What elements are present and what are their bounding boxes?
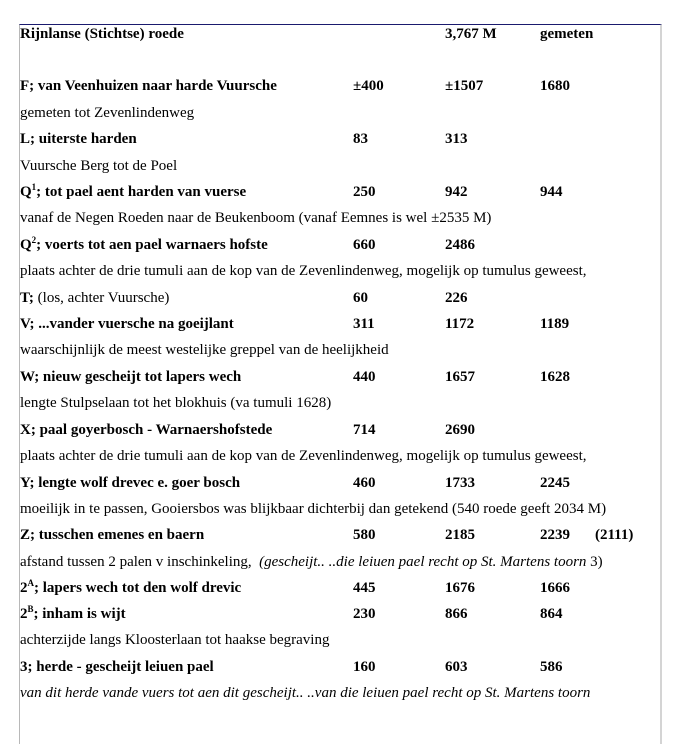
row-roede: 311: [353, 316, 375, 332]
row-label: [20, 314, 234, 334]
row-roede: ±400: [353, 78, 384, 94]
row-note-text: afstand tussen 2 palen v inschinkeling,: [20, 554, 252, 570]
row-roede: 445: [353, 580, 376, 596]
row-note: gemeten tot Zevenlindenweg: [20, 105, 195, 121]
row-text: ; ...vander vuersche na goeijlant: [29, 316, 234, 332]
table-row: [0, 288, 681, 308]
row-text: ; van Veenhuizen naar harde Vuursche: [29, 78, 277, 94]
row-prefix: Z: [20, 527, 31, 543]
row-roede: 580: [353, 527, 376, 543]
row-label: [20, 420, 272, 440]
row-note: vanaf de Negen Roeden naar de Beukenboom (vanaf Eemnes is wel ±2535 M): [20, 210, 492, 226]
row-meter: 2486: [445, 237, 475, 253]
row-prefix: 2: [20, 606, 28, 622]
row-meter: 226: [445, 290, 468, 306]
row-meter: 313: [445, 131, 468, 147]
row-text: ; tot pael aent harden van vuerse: [36, 184, 247, 200]
table-row: [0, 525, 681, 545]
row-roede: 660: [353, 237, 376, 253]
row-prefix: V: [20, 316, 30, 332]
table-row: [0, 604, 681, 624]
row-text: ; tusschen emenes en baern: [30, 527, 205, 543]
row-prefix: Q: [20, 184, 32, 200]
row-meter: 2690: [445, 422, 475, 438]
header-meters: 3,767 M: [445, 26, 497, 42]
row-note: van dit herde vande vuers tot aen dit gescheijt.. ..van die leiuen pael recht op St. Martens toorn: [20, 685, 591, 701]
table-row: [0, 182, 681, 202]
row-label: [20, 288, 169, 308]
row-meter: 1657: [445, 369, 475, 385]
table-row: [0, 76, 681, 96]
row-prefix: L: [20, 131, 31, 147]
row-note: Vuursche Berg tot de Poel: [20, 158, 178, 174]
table-row: [0, 473, 681, 493]
header-label: Rijnlanse (Stichtse) roede: [20, 26, 184, 42]
row-meter: ±1507: [445, 78, 484, 94]
row-prefix: F: [20, 78, 30, 94]
row-roede: 440: [353, 369, 376, 385]
row-text: ; lapers wech tot den wolf drevic: [34, 580, 242, 596]
row-text: ; inham is wijt: [33, 606, 126, 622]
table-row: [0, 578, 681, 598]
row-note: achterzijde langs Kloosterlaan tot haakse begraving: [20, 632, 330, 648]
row-extra: (2111): [595, 527, 634, 543]
row-measured: 1628: [540, 369, 570, 385]
row-label: [20, 473, 240, 493]
row-prefix: Q: [20, 237, 32, 253]
row-measured: 864: [540, 606, 563, 622]
row-roede: 230: [353, 606, 376, 622]
row-prefix: T: [20, 290, 29, 306]
row-note: moeilijk in te passen, Gooiersbos was blijkbaar dichterbij dan getekend (540 roede geeft 2034 M): [20, 501, 607, 517]
row-measured: 2245: [540, 475, 570, 491]
row-note: waarschijnlijk de meest westelijke greppel van de heelijkheid: [20, 342, 389, 358]
table-row: [0, 314, 681, 334]
row-meter: 942: [445, 184, 468, 200]
row-note-tail: 3): [586, 554, 603, 570]
row-label: [20, 129, 137, 149]
header-row: [0, 24, 681, 44]
row-note-italic: (gescheijt.. ..die leiuen pael recht op St. Martens toorn: [259, 554, 587, 570]
row-superscript: 2: [31, 235, 37, 245]
row-prefix: X: [20, 422, 31, 438]
row-meter: 1733: [445, 475, 475, 491]
table-row: [0, 657, 681, 677]
row-roede: 60: [353, 290, 368, 306]
row-note: lengte Stulpselaan tot het blokhuis (va tumuli 1628): [20, 395, 332, 411]
row-label: [20, 525, 204, 545]
row-roede: 460: [353, 475, 376, 491]
row-text: ;: [28, 290, 34, 306]
row-measured: 2239: [540, 527, 570, 543]
row-label: [20, 604, 126, 624]
row-label: [20, 182, 246, 202]
row-roede: 714: [353, 422, 376, 438]
row-text: ; nieuw gescheijt tot lapers wech: [34, 369, 242, 385]
row-label: [20, 578, 241, 598]
row-measured: 1189: [540, 316, 570, 332]
row-text: ; uiterste harden: [30, 131, 137, 147]
row-label: [20, 657, 214, 677]
row-superscript: 1: [31, 182, 37, 192]
table-row: [0, 367, 681, 387]
row-measured: 944: [540, 184, 563, 200]
row-label: [20, 76, 277, 96]
row-roede: 83: [353, 131, 368, 147]
row-text: ; paal goyerbosch - Warnaershofstede: [30, 422, 273, 438]
row-meter: 866: [445, 606, 468, 622]
row-roede: 250: [353, 184, 376, 200]
row-roede: 160: [353, 659, 376, 675]
row-prefix: Y: [20, 475, 30, 491]
row-superscript: A: [27, 578, 34, 588]
row-text: ; lengte wolf drevec e. goer bosch: [29, 475, 241, 491]
row-prefix: W: [20, 369, 35, 385]
header-measured: gemeten: [540, 26, 594, 42]
row-measured: 1680: [540, 78, 570, 94]
row-meter: 2185: [445, 527, 475, 543]
row-text: ; voerts tot aen pael warnaers hofste: [36, 237, 268, 253]
row-text-regular: (los, achter Vuursche): [33, 290, 170, 306]
row-prefix: 2: [20, 580, 28, 596]
row-label: [20, 235, 268, 255]
row-note: plaats achter de drie tumuli aan de kop van de Zevenlindenweg, mogelijk op tumulus geweest,: [20, 263, 587, 279]
row-label: [20, 367, 241, 387]
row-measured: 586: [540, 659, 563, 675]
table-row: [0, 420, 681, 440]
table-row: [0, 129, 681, 149]
row-superscript: B: [27, 604, 34, 614]
row-text: ; herde - gescheijt leiuen pael: [27, 659, 214, 675]
row-meter: 1172: [445, 316, 475, 332]
row-note: [20, 552, 603, 572]
row-measured: 1666: [540, 580, 570, 596]
row-prefix: 3: [20, 659, 28, 675]
row-meter: 1676: [445, 580, 475, 596]
row-note: plaats achter de drie tumuli aan de kop van de Zevenlindenweg, mogelijk op tumulus geweest,: [20, 448, 587, 464]
table-row: [0, 235, 681, 255]
row-meter: 603: [445, 659, 468, 675]
